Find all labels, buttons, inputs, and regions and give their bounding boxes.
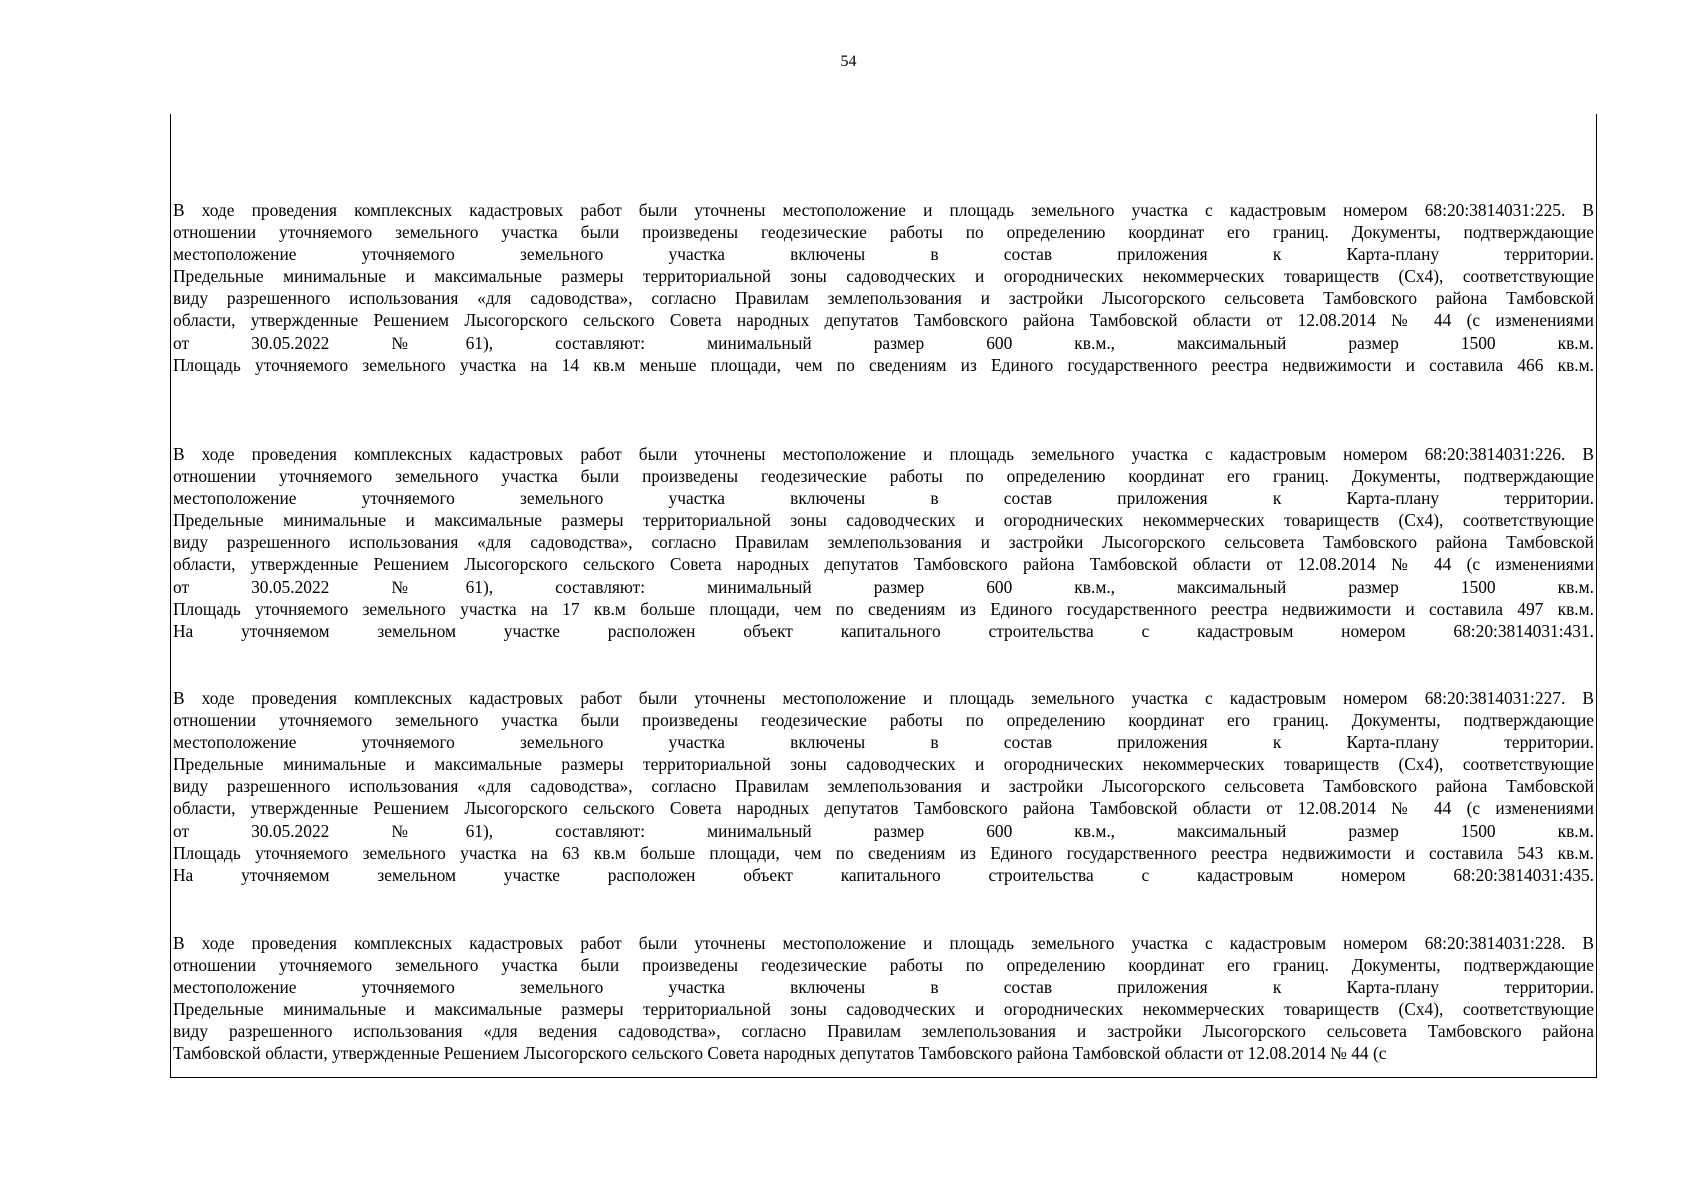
record-parcel-228 <box>173 932 1594 1065</box>
record-line: местоположение уточняемого земельного участка включены в состав приложения к Карта-плану территории. <box>173 488 1594 509</box>
record-line: виду разрешенного использования «для садоводства», согласно Правилам землепользования и застройки Лысогорского сельсовета Тамбовского района Тамбовской <box>173 532 1594 553</box>
record-parcel-225 <box>173 199 1594 376</box>
record-line: отношении уточняемого земельного участка были произведены геодезические работы по определению координат его границ. Документы, подтверждающие <box>173 710 1594 731</box>
record-line: В ходе проведения комплексных кадастровых работ были уточнены местоположение и площадь земельного участка с кадастровым номером 68:20:3814031:228. В <box>173 933 1594 953</box>
page-number: 54 <box>840 53 857 70</box>
record-line: местоположение уточняемого земельного участка включены в состав приложения к Карта-плану территории. <box>173 244 1594 265</box>
record-parcel-227 <box>173 687 1594 886</box>
record-line: виду разрешенного использования «для ведения садоводства», согласно Правилам землепользования и застройки Лысогорского сельсовета Тамбовского района <box>173 1021 1594 1042</box>
record-line: Площадь уточняемого земельного участка на 14 кв.м меньше площади, чем по сведениям из Единого государственного реестра недвижимости и составила 466 кв.м. <box>173 354 1594 375</box>
record-line: На уточняемом земельном участке расположен объект капитального строительства с кадастровым номером 68:20:3814031:431. <box>173 620 1594 641</box>
record-line: виду разрешенного использования «для садоводства», согласно Правилам землепользования и застройки Лысогорского сельсовета Тамбовского района Тамбовской <box>173 288 1594 309</box>
record-line: В ходе проведения комплексных кадастровых работ были уточнены местоположение и площадь земельного участка с кадастровым номером 68:20:3814031:225. В <box>173 200 1594 220</box>
record-line: области, утвержденные Решением Лысогорского сельского Совета народных депутатов Тамбовского района Тамбовской области от 12.08.2014 № 44 (с изменениями <box>173 798 1594 819</box>
record-line: Предельные минимальные и максимальные размеры территориальной зоны садоводческих и огороднических некоммерческих товариществ (Сх4), соответствующие <box>173 266 1594 287</box>
record-line: В ходе проведения комплексных кадастровых работ были уточнены местоположение и площадь земельного участка с кадастровым номером 68:20:3814031:227. В <box>173 688 1594 708</box>
record-line: Предельные минимальные и максимальные размеры территориальной зоны садоводческих и огороднических некоммерческих товариществ (Сх4), соответствующие <box>173 510 1594 531</box>
record-line: Площадь уточняемого земельного участка на 63 кв.м больше площади, чем по сведениям из Единого государственного реестра недвижимости и составила 543 кв.м. <box>173 842 1594 863</box>
record-line: Тамбовской области, утвержденные Решением Лысогорского сельского Совета народных депутатов Тамбовского района Тамбовской области от 12.08.2014 № 44 (с <box>173 1043 1387 1064</box>
record-line: виду разрешенного использования «для садоводства», согласно Правилам землепользования и застройки Лысогорского сельсовета Тамбовского района Тамбовской <box>173 776 1594 797</box>
record-line: отношении уточняемого земельного участка были произведены геодезические работы по определению координат его границ. Документы, подтверждающие <box>173 222 1594 243</box>
record-line: от 30.05.2022 №61), составляют: минимальный размер 600 кв.м., максимальный размер 1500 кв.м. <box>173 332 1594 353</box>
record-line: Площадь уточняемого земельного участка на 17 кв.м больше площади, чем по сведениям из Единого государственного реестра недвижимости и составила 497 кв.м. <box>173 598 1594 619</box>
record-line: Предельные минимальные и максимальные размеры территориальной зоны садоводческих и огороднических некоммерческих товариществ (Сх4), соответствующие <box>173 999 1594 1020</box>
record-line: В ходе проведения комплексных кадастровых работ были уточнены местоположение и площадь земельного участка с кадастровым номером 68:20:3814031:226. В <box>173 444 1594 464</box>
record-line: области, утвержденные Решением Лысогорского сельского Совета народных депутатов Тамбовского района Тамбовской области от 12.08.2014 № 44 (с изменениями <box>173 554 1594 575</box>
record-line: Предельные минимальные и максимальные размеры территориальной зоны садоводческих и огороднических некоммерческих товариществ (Сх4), соответствующие <box>173 754 1594 775</box>
record-line: отношении уточняемого земельного участка были произведены геодезические работы по определению координат его границ. Документы, подтверждающие <box>173 955 1594 976</box>
record-line: местоположение уточняемого земельного участка включены в состав приложения к Карта-плану территории. <box>173 732 1594 753</box>
record-line: отношении уточняемого земельного участка были произведены геодезические работы по определению координат его границ. Документы, подтверждающие <box>173 466 1594 487</box>
record-line: На уточняемом земельном участке расположен объект капитального строительства с кадастровым номером 68:20:3814031:435. <box>173 864 1594 885</box>
record-line: области, утвержденные Решением Лысогорского сельского Совета народных депутатов Тамбовского района Тамбовской области от 12.08.2014 № 44 (с изменениями <box>173 310 1594 331</box>
record-line: от 30.05.2022 №61), составляют: минимальный размер 600 кв.м., максимальный размер 1500 кв.м. <box>173 576 1594 597</box>
record-line: от 30.05.2022 №61), составляют: минимальный размер 600 кв.м., максимальный размер 1500 кв.м. <box>173 820 1594 841</box>
record-parcel-226 <box>173 443 1594 642</box>
record-line: местоположение уточняемого земельного участка включены в состав приложения к Карта-плану территории. <box>173 977 1594 998</box>
